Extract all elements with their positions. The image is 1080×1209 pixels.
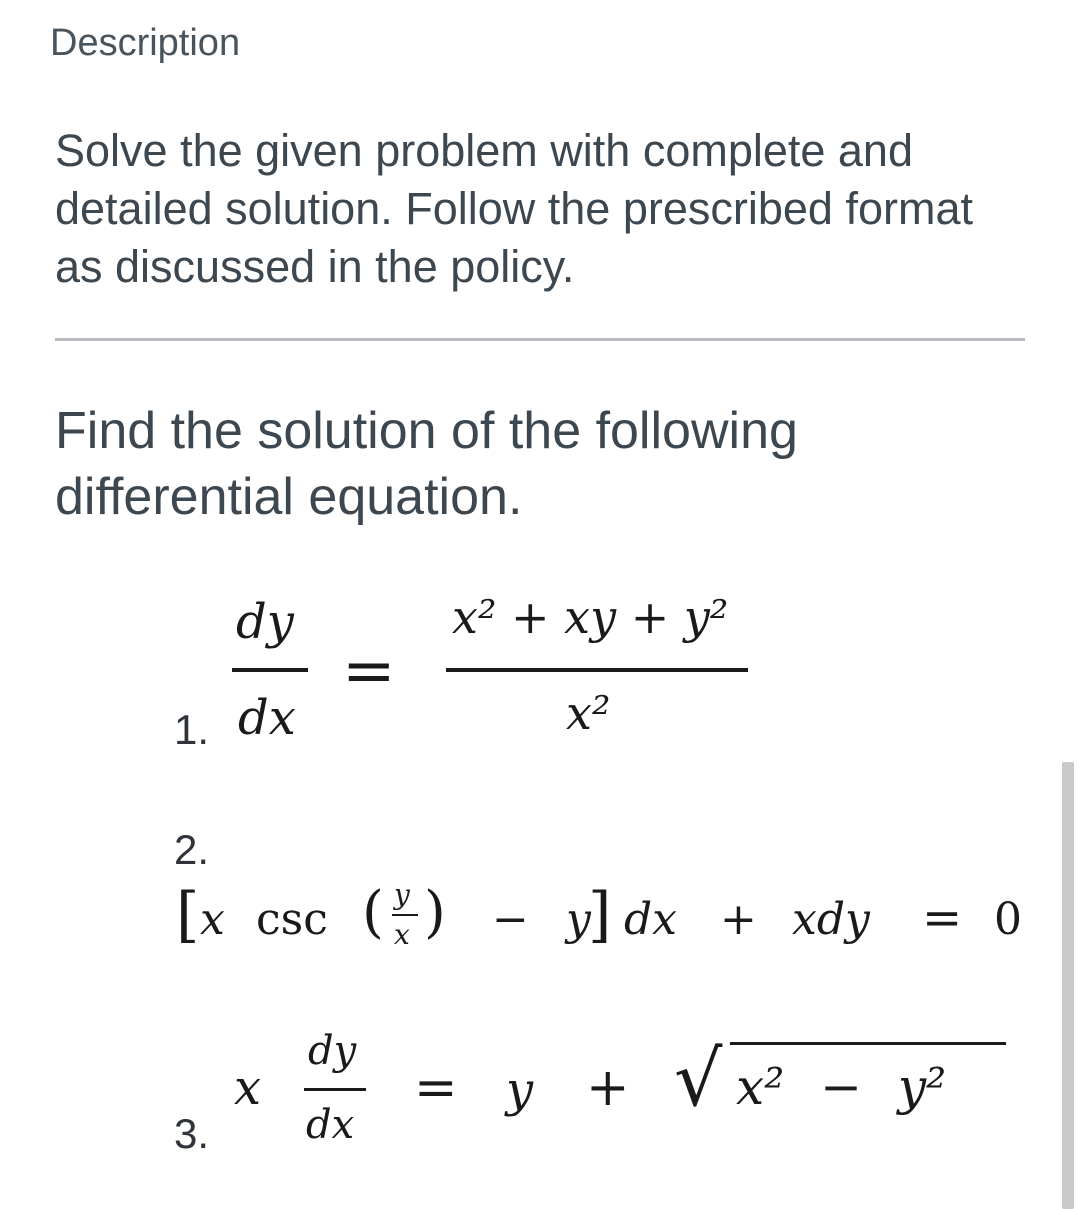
- scrollbar[interactable]: [1062, 762, 1074, 1209]
- eq2-equals: =: [922, 890, 963, 946]
- eq2-csc: csc: [256, 894, 328, 945]
- eq2-frac-numerator: y: [394, 878, 410, 911]
- eq3-y: y: [506, 1062, 534, 1118]
- eq3-lhs-denominator: dx: [306, 1102, 355, 1148]
- eq2-y: y: [566, 894, 591, 945]
- eq3-equals: =: [414, 1058, 458, 1118]
- eq1-lhs-fraction-bar: [232, 668, 308, 672]
- eq2-xdy: xdy: [792, 894, 870, 945]
- eq1-lhs-numerator: dy: [236, 594, 294, 650]
- divider: [55, 338, 1025, 341]
- eq2-close-paren: ): [424, 880, 446, 945]
- eq3-sqrt-overline: [730, 1042, 1006, 1045]
- item-number-3: 3.: [174, 1110, 210, 1157]
- eq2-open-paren: (: [362, 880, 384, 945]
- eq3-sqrt-symbol: √: [674, 1034, 723, 1123]
- eq3-x: x: [234, 1060, 262, 1116]
- eq3-lhs-numerator: dy: [308, 1028, 357, 1074]
- eq2-zero: 0: [994, 894, 1022, 945]
- eq3-lhs-fraction-bar: [304, 1088, 366, 1091]
- eq2-minus: −: [492, 894, 529, 945]
- eq1-lhs-denominator: dx: [238, 690, 296, 746]
- eq2-plus: +: [720, 894, 757, 945]
- problem-heading: Find the solution of the following differential equation.: [55, 402, 798, 526]
- eq2-dx: dx: [624, 894, 677, 945]
- instructions-text: Solve the given problem with complete and detailed solution. Follow the prescribed format as discussed in the policy.: [55, 125, 973, 292]
- description-label: Description: [50, 22, 241, 64]
- eq1-equals: =: [342, 634, 396, 708]
- eq2-open-bracket: [: [176, 880, 200, 950]
- eq3-plus: +: [586, 1058, 630, 1118]
- eq3-radicand: x² − y²: [736, 1058, 947, 1116]
- eq1-rhs-fraction-bar: [446, 668, 748, 672]
- eq1-rhs-denominator: x²: [566, 686, 611, 740]
- eq2-frac-denominator: x: [394, 918, 410, 951]
- eq2-frac-bar: [392, 914, 418, 916]
- eq2-close-bracket: ]: [588, 880, 612, 950]
- item-number-1: 1.: [174, 706, 210, 753]
- eq2-x: x: [200, 894, 225, 945]
- eq1-rhs-numerator: x² + xy + y²: [452, 590, 729, 644]
- item-number-2: 2.: [174, 826, 210, 873]
